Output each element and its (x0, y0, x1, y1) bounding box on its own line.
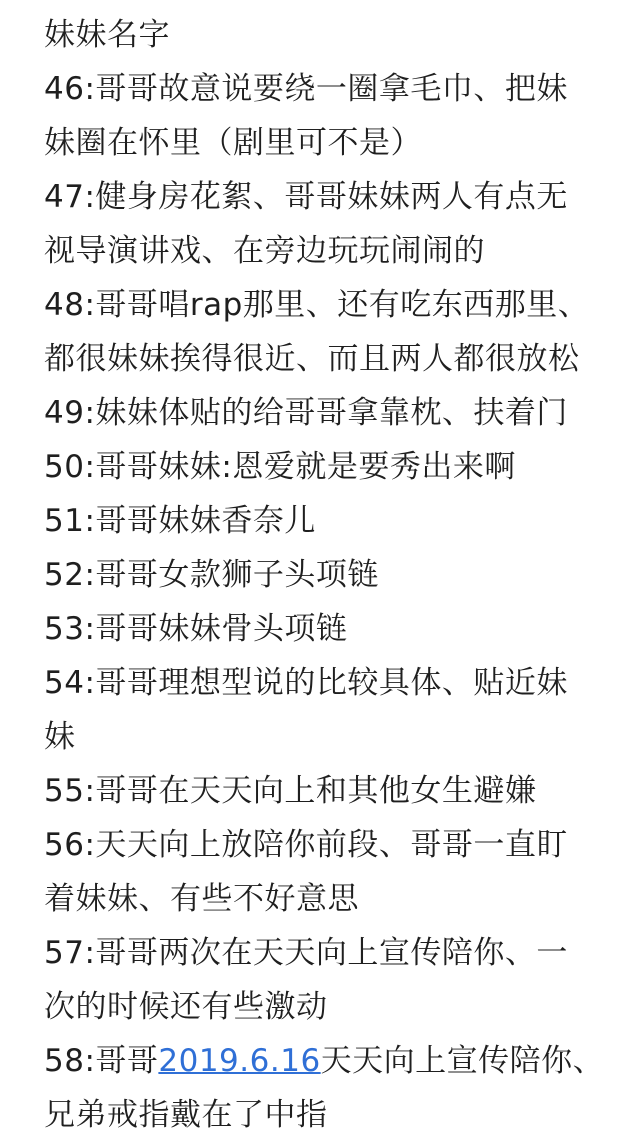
text-line-58-prefix: 58:哥哥 (44, 1043, 159, 1079)
text-line-55: 55:哥哥在天天向上和其他女生避嫌 (44, 773, 537, 809)
text-line-50: 50:哥哥妹妹:恩爱就是要秀出来啊 (44, 449, 516, 485)
text-line-57: 57:哥哥两次在天天向上宣传陪你、一 (44, 935, 568, 971)
text-line-46-cont: 妹圈在怀里（剧里可不是） (44, 125, 422, 161)
text-line-57-cont: 次的时候还有些激动 (44, 989, 328, 1025)
text-line-47-cont: 视导演讲戏、在旁边玩玩闹闹的 (44, 233, 485, 269)
text-line-53: 53:哥哥妹妹骨头项链 (44, 611, 348, 647)
text-line-58 (44, 1034, 605, 1088)
date-link[interactable]: 2019.6.16 (158, 1043, 321, 1079)
text-line-52: 52:哥哥女款狮子头项链 (44, 557, 379, 593)
text-line-49: 49:妹妹体贴的给哥哥拿靠枕、扶着门 (44, 395, 568, 431)
text-line-47: 47:健身房花絮、哥哥妹妹两人有点无 (44, 179, 568, 215)
text-line-58-cont: 兄弟戒指戴在了中指 (44, 1097, 328, 1133)
text-line-54: 54:哥哥理想型说的比较具体、贴近妹 (44, 665, 568, 701)
text-line-51: 51:哥哥妹妹香奈儿 (44, 503, 316, 539)
text-line-54-cont: 妹 (44, 719, 76, 755)
text-line-56: 56:天天向上放陪你前段、哥哥一直盯 (44, 827, 568, 863)
text-line-46: 46:哥哥故意说要绕一圈拿毛巾、把妹 (44, 71, 568, 107)
text-line-48: 48:哥哥唱rap那里、还有吃东西那里、 (44, 287, 590, 323)
text-line-title: 妹妹名字 (44, 17, 170, 53)
text-line-48-cont: 都很妹妹挨得很近、而且两人都很放松 (44, 341, 580, 377)
text-line-56-cont: 着妹妹、有些不好意思 (44, 881, 359, 917)
text-line-58-suffix: 天天向上宣传陪你、 (320, 1043, 605, 1079)
